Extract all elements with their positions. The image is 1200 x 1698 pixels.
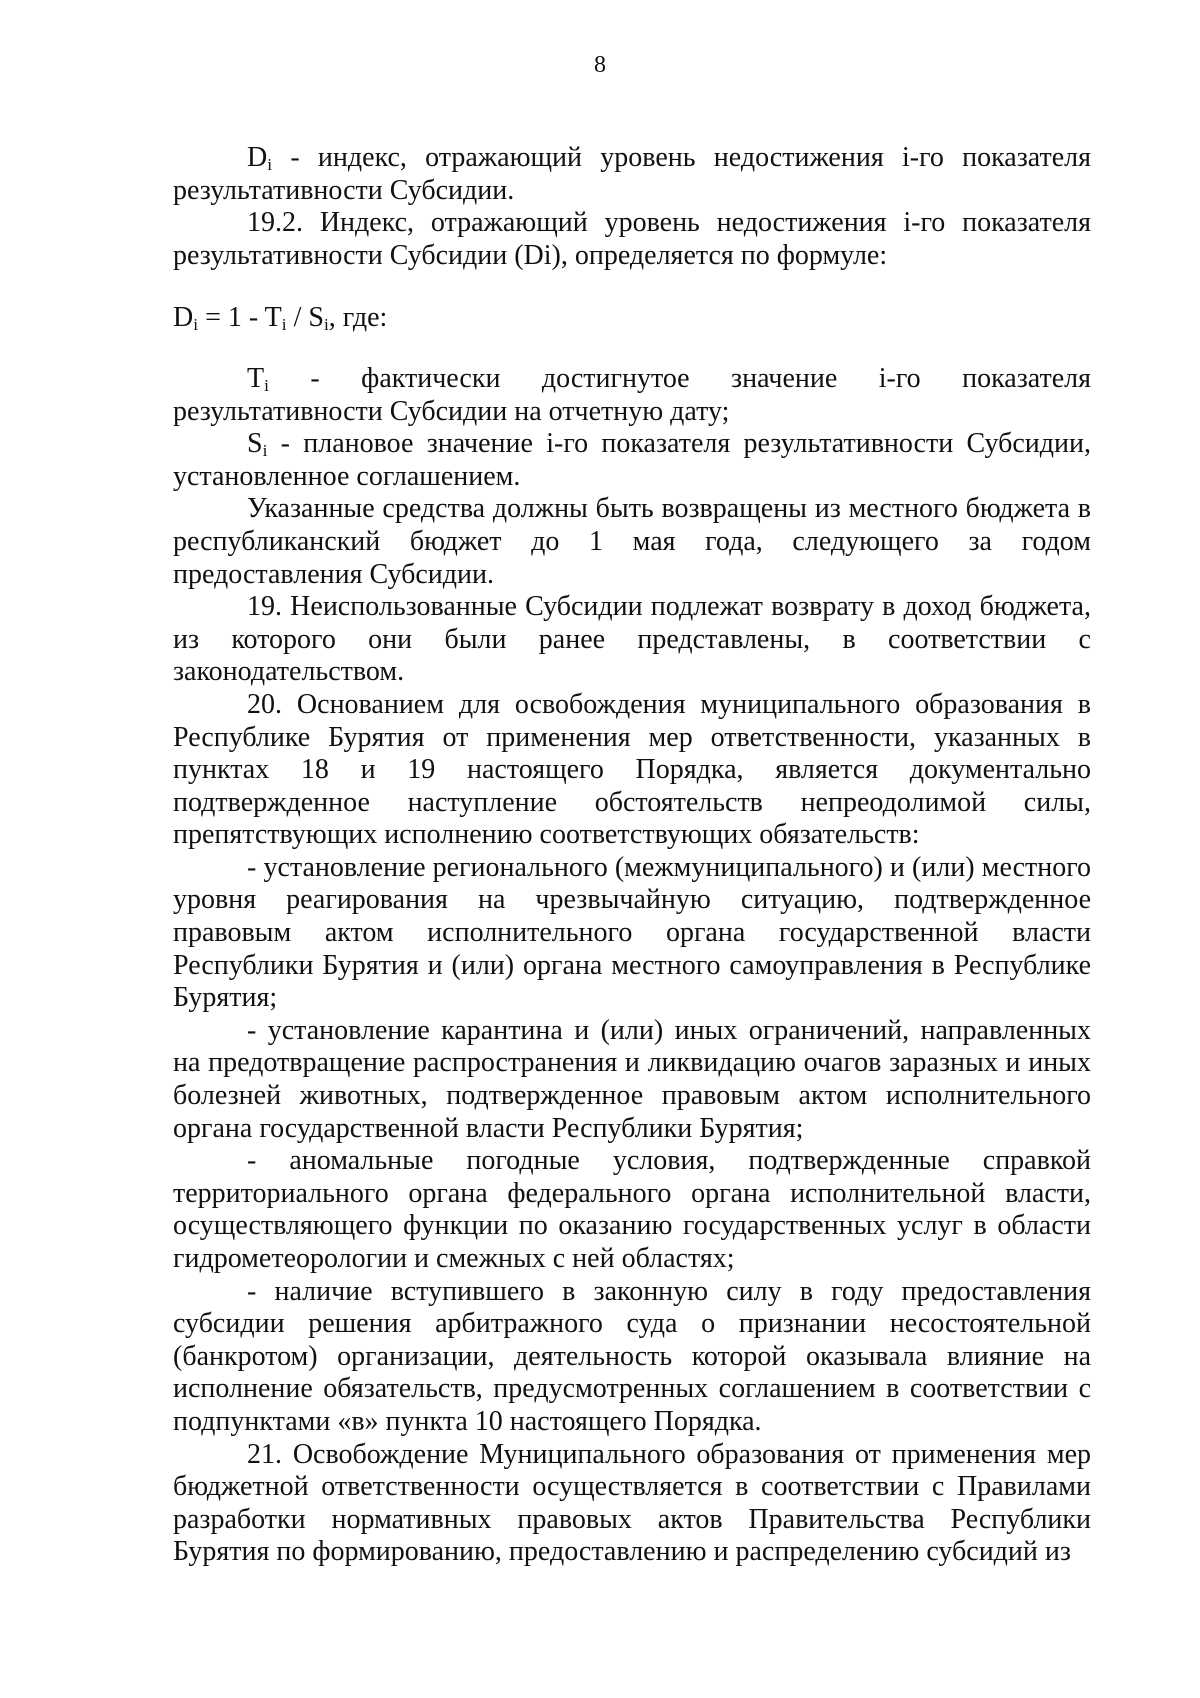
list-item-quarantine: - установление карантина и (или) иных ограничений, направленных на предотвращение распространения и ликвидацию очагов заразных и иных болезней животных, подтвержденное правовым актом исполнительного органа государственной власти Республики Бурятия; [173,1014,1091,1144]
formula-d: D [173,302,194,334]
subscript-i: i [264,375,269,395]
symbol-d: D [247,142,268,173]
paragraph-text: - фактически достигнутое значение i-го показателя результативности Субсидии на отчетную дату; [173,362,1091,427]
document-body [173,142,1091,1569]
symbol-t: T [247,362,265,394]
page-number: 8 [594,52,606,78]
list-item-emergency: - установление регионального (межмуниципального) и (или) местного уровня реагирования на чрезвычайную ситуацию, подтвержденное правовым актом исполнительного органа государственной власти Республики Бурятия и (или) органа местного самоуправления в Республике Бурятия; [173,851,1091,1014]
paragraph-19-2: 19.2. Индекс, отражающий уровень недостижения i-го показателя результативности Субсидии (Di), определяется по формуле: [173,207,1091,271]
paragraph-si-definition [173,428,1091,493]
formula [173,302,1091,335]
paragraph-21: 21. Освобождение Муниципального образования от применения мер бюджетной ответственности осуществляется в соответствии с Правилами разработки нормативных правовых актов Правительства Республики Бурятия по формированию, предоставлению и распределению субсидий из [173,1438,1091,1568]
formula-text: / S [286,302,324,334]
symbol-s: S [247,428,263,460]
formula-text: , где: [328,302,388,334]
formula-subscript: i [193,315,199,335]
paragraph-19: 19. Неиспользованные Субсидии подлежат возврату в доход бюджета, из которого они были ранее представлены, в соответствии с законодательством. [173,591,1091,688]
paragraph-text: - плановое значение i-го показателя результативности Субсидии, установленное соглашением. [173,428,1091,492]
list-item-bankruptcy: - наличие вступившего в законную силу в году предоставления субсидии решения арбитражного суда о признании несостоятельной (банкротом) организации, деятельность которой оказывала влияние на исполнение обязательств, предусмотренных соглашением в соответствии с подпунктами «в» пункта 10 настоящего Порядка. [173,1275,1091,1437]
paragraph-ti-definition [173,363,1091,428]
paragraph-20: 20. Основанием для освобождения муниципального образования в Республике Бурятия от применения мер ответственности, указанных в пунктах 18 и 19 настоящего Порядка, является документально подтвержденное наступление обстоятельств непреодолимой силы, препятствующих исполнению соответствующих обязательств: [173,688,1091,851]
paragraph-di-definition [173,142,1091,207]
list-item-weather: - аномальные погодные условия, подтвержденные справкой территориального органа федерального органа исполнительной власти, осуществляющего функции по оказанию государственных услуг в области гидрометеорологии и смежных с ней областях; [173,1145,1091,1274]
paragraph-text: - индекс, отражающий уровень недостижения i-го показателя результативности Субсидии. [173,142,1091,206]
formula-text: = 1 - T [198,302,282,334]
paragraph-refund: Указанные средства должны быть возвращены из местного бюджета в республиканский бюджет до 1 мая года, следующего за годом предоставления Субсидии. [173,493,1091,590]
formula-subscript: i [323,315,329,335]
subscript-i: i [267,154,273,174]
formula-subscript: i [281,315,287,335]
subscript-i: i [262,440,268,460]
